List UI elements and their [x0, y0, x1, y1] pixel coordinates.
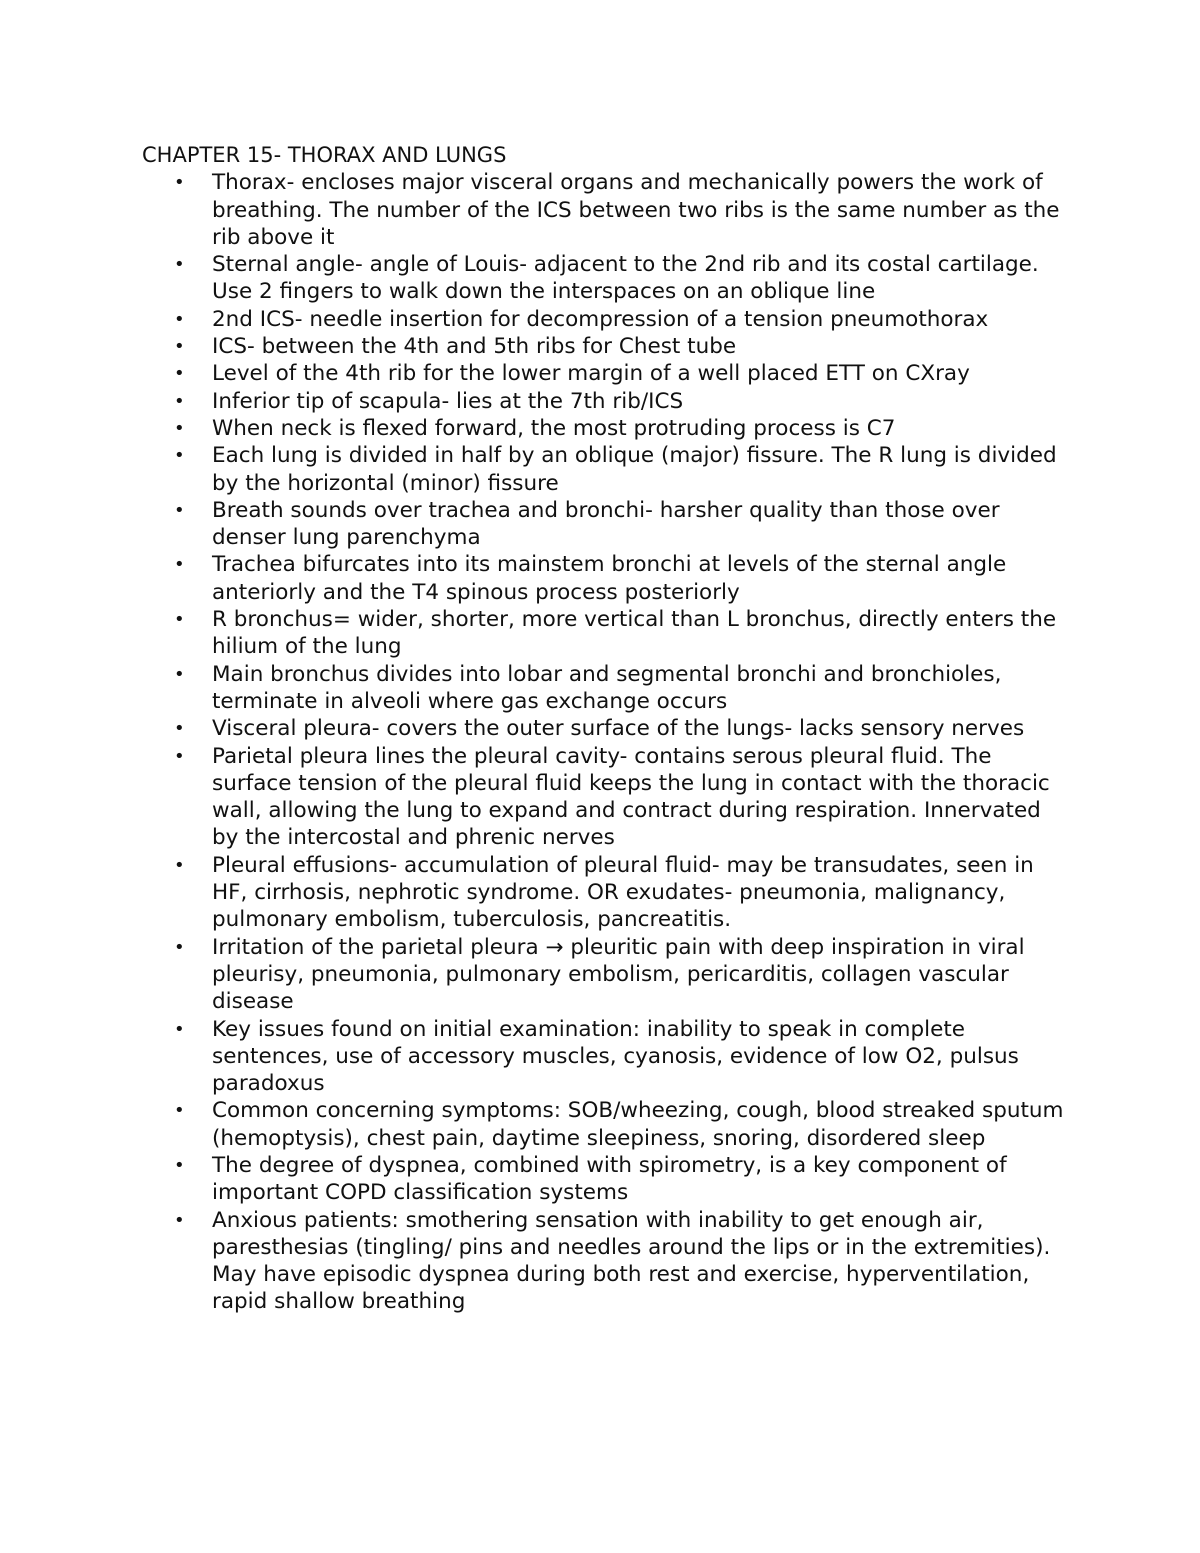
bullet-icon: •	[174, 417, 185, 439]
bullet-icon: •	[174, 390, 185, 412]
bullet-icon: •	[174, 308, 185, 330]
list-item	[142, 1097, 1072, 1152]
list-item	[142, 360, 1072, 387]
list-item	[142, 388, 1072, 415]
list-item-text: When neck is flexed forward, the most protruding process is C7	[212, 415, 896, 441]
list-item	[142, 934, 1072, 1016]
bullet-icon: •	[174, 609, 185, 631]
bullet-icon: •	[174, 1018, 185, 1040]
document-content	[142, 142, 1072, 1316]
list-item-text: Main bronchus divides into lobar and segmental bronchi and bronchioles, terminate in alveoli where gas exchange occurs	[212, 661, 1002, 714]
list-item-text: Sternal angle- angle of Louis- adjacent to the 2nd rib and its costal cartilage. Use 2 fingers to walk down the interspaces on an oblique line	[212, 252, 1039, 305]
list-item	[142, 606, 1072, 661]
bullet-icon: •	[174, 718, 185, 740]
list-item-text: Key issues found on initial examination: inability to speak in complete sentences, use of accessory muscles, cyanosis, evidence of low O2, pulsus paradoxus	[212, 1016, 1019, 1097]
list-item-text: 2nd ICS- needle insertion for decompression of a tension pneumothorax	[212, 306, 989, 332]
list-item-text: Level of the 4th rib for the lower margin of a well placed ETT on CXray	[212, 361, 970, 387]
list-item-text: Visceral pleura- covers the outer surface of the lungs- lacks sensory nerves	[212, 716, 1025, 742]
list-item-text: Breath sounds over trachea and bronchi- harsher quality than those over denser lung parenchyma	[212, 497, 1000, 551]
list-item-text: Pleural effusions- accumulation of pleural fluid- may be transudates, seen in HF, cirrhosis, nephrotic syndrome. OR exudates- pneumonia, malignancy, pulmonary embolism, tuberculosis, pancreatitis.	[212, 852, 1034, 933]
list-item	[142, 1207, 1072, 1316]
list-item	[142, 1016, 1072, 1098]
list-item	[142, 743, 1072, 852]
list-item-text: Thorax- encloses major visceral organs and mechanically powers the work of breathing. The number of the ICS between two ribs is the same number as the rib above it	[212, 170, 1060, 250]
list-item	[142, 551, 1072, 606]
bullet-icon: •	[174, 1100, 185, 1122]
list-item-text: R bronchus= wider, shorter, more vertical than L bronchus, directly enters the hilium of the lung	[212, 607, 1057, 660]
bullet-icon: •	[174, 745, 185, 767]
list-item	[142, 442, 1072, 497]
list-item-text: ICS- between the 4th and 5th ribs for Chest tube	[212, 334, 737, 360]
list-item-text: The degree of dyspnea, combined with spirometry, is a key component of important COPD classification systems	[212, 1152, 1007, 1206]
bullet-icon: •	[174, 336, 185, 358]
list-item	[142, 306, 1072, 333]
list-item	[142, 169, 1072, 251]
bullet-icon: •	[174, 363, 185, 385]
bullet-icon: •	[174, 1154, 185, 1176]
list-item	[142, 415, 1072, 442]
list-item	[142, 1152, 1072, 1207]
list-item-text: Common concerning symptoms: SOB/wheezing, cough, blood streaked sputum (hemoptysis), chest pain, daytime sleepiness, snoring, disordered sleep	[212, 1098, 1064, 1151]
list-item	[142, 251, 1072, 306]
list-item-text: Irritation of the parietal pleura → pleuritic pain with deep inspiration in viral pleurisy, pneumonia, pulmonary embolism, pericarditis, collagen vascular disease	[212, 934, 1025, 1015]
bullet-icon: •	[174, 936, 185, 958]
bullet-icon: •	[174, 854, 185, 876]
bullet-icon: •	[174, 445, 185, 467]
list-item-text: Parietal pleura lines the pleural cavity- contains serous pleural fluid. The surface tension of the pleural fluid keeps the lung in contact with the thoracic wall, allowing the lung to expand and contract during respiration. Innervated by the intercostal and phrenic nerves	[212, 743, 1050, 851]
list-item-text: Each lung is divided in half by an oblique (major) fissure. The R lung is divided by the horizontal (minor) fissure	[212, 443, 1057, 496]
bullet-icon: •	[174, 1209, 185, 1231]
list-item-text: Inferior tip of scapula- lies at the 7th rib/ICS	[212, 388, 684, 414]
chapter-title: CHAPTER 15- THORAX AND LUNGS	[142, 143, 507, 167]
bullet-icon: •	[174, 254, 185, 276]
list-item	[142, 715, 1072, 742]
list-item-text: Trachea bifurcates into its mainstem bronchi at levels of the sternal angle anteriorly and the T4 spinous process posteriorly	[212, 552, 1007, 605]
bullet-icon: •	[174, 663, 185, 685]
list-item-text: Anxious patients: smothering sensation with inability to get enough air, paresthesias (tingling/ pins and needles around the lips or in the extremities). May have episodic dyspnea during both rest and exercise, hyperventilation, rapid shallow breathing	[212, 1207, 1051, 1315]
bullet-icon: •	[174, 499, 185, 521]
bullet-icon: •	[174, 172, 185, 194]
list-item	[142, 497, 1072, 552]
list-item	[142, 661, 1072, 716]
list-item	[142, 852, 1072, 934]
list-item	[142, 333, 1072, 360]
notes-bullet-list	[142, 169, 1072, 1315]
bullet-icon: •	[174, 554, 185, 576]
